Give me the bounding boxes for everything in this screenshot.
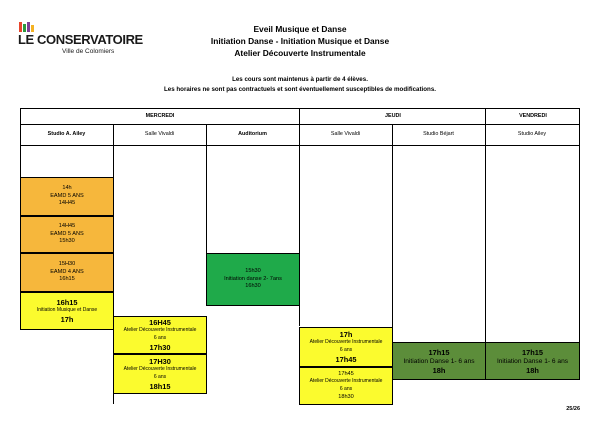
- title-line-3: Atelier Découverte Instrumentale: [234, 48, 366, 58]
- logo-wordmark: LE CONSERVATOIRE: [18, 32, 143, 47]
- block-end: 18h: [526, 365, 539, 375]
- title-line-1: Eveil Musique et Danse: [253, 24, 347, 34]
- day-header-wednesday: MERCREDI: [145, 113, 175, 119]
- note-schedule-disclaimer: Les horaires ne sont pas contractuels et sont éventuellement susceptibles de modifications.: [164, 86, 436, 93]
- block-course: Initiation danse 2- 7ans: [224, 275, 282, 282]
- block-end: 18h: [432, 365, 446, 375]
- course-block-initiation-danse-1-friday: [485, 342, 580, 380]
- block-end: 15h30: [59, 238, 75, 245]
- block-age: 6 ans: [153, 335, 167, 341]
- block-end: 16h15: [59, 276, 75, 283]
- block-start: 15h30: [245, 268, 261, 275]
- title-line-2: Initiation Danse - Initiation Musique et Danse: [210, 36, 390, 46]
- block-course: Initiation Danse 1- 6 ans: [496, 357, 569, 365]
- block-end: 17h30: [149, 342, 171, 352]
- block-end: 17h45: [335, 354, 357, 364]
- block-start: 17h15: [522, 347, 543, 357]
- course-block-eamd-5-14h45: [20, 216, 114, 253]
- room-header: Studio A. Ailey: [47, 131, 86, 137]
- course-block-adi-17h30: [113, 354, 207, 394]
- block-age: 6 ans: [153, 374, 167, 380]
- block-start: 14h: [62, 185, 72, 192]
- block-end: 18h15: [149, 381, 171, 391]
- course-block-adi-17h: [299, 327, 393, 367]
- block-course: Initiation Danse 1- 6 ans: [403, 357, 475, 365]
- block-start: 17h45: [338, 370, 354, 377]
- course-block-adi-17h45: [299, 367, 393, 405]
- block-end: 17h: [60, 314, 74, 324]
- block-start: 16H45: [149, 318, 171, 328]
- course-block-adi-16h45: [113, 316, 207, 354]
- block-course: EAMD 5 ANS: [50, 230, 84, 237]
- page-number: 25/26: [566, 406, 580, 412]
- block-end: 14H45: [58, 200, 76, 207]
- block-course: Atelier Découverte Instrumentale: [123, 327, 197, 334]
- room-header: Studio Ailey: [517, 131, 547, 137]
- room-header: Salle Vivaldi: [330, 131, 361, 137]
- block-end: 18h30: [338, 393, 354, 400]
- block-course: EAMD 4 ANS: [50, 268, 84, 275]
- block-course: Atelier Découverte Instrumentale: [123, 366, 197, 373]
- block-start: 17h15: [428, 347, 450, 357]
- logo-subtitle: Ville de Colomiers: [62, 48, 115, 55]
- course-block-initiation-musique-danse: [20, 292, 114, 330]
- block-course: EAMD 5 ANS: [50, 192, 84, 199]
- block-start: 17h: [339, 330, 353, 340]
- room-header: Salle Vivaldi: [144, 131, 175, 137]
- course-block-initiation-danse-1-thursday: [392, 342, 486, 380]
- block-start: 15H30: [58, 261, 76, 268]
- block-course: Atelier Découverte Instrumentale: [309, 378, 383, 385]
- room-header: Studio Béjart: [423, 131, 454, 137]
- block-start: 16h15: [56, 298, 78, 308]
- day-header-friday: VENDREDI: [519, 113, 547, 119]
- block-course: Initiation Musique et Danse: [36, 307, 98, 314]
- block-start: 14H45: [58, 223, 76, 230]
- course-block-eamd-4-15h30: [20, 253, 114, 292]
- block-age: 6 ans: [339, 386, 353, 392]
- block-start: 17H30: [149, 357, 171, 367]
- note-minimum-students: Les cours sont maintenus à partir de 4 élèves.: [232, 76, 368, 83]
- course-block-initiation-danse-2-7ans: [206, 253, 300, 306]
- block-course: Atelier Découverte Instrumentale: [309, 339, 383, 346]
- course-block-eamd-5-14h: [20, 177, 114, 216]
- block-age: 6 ans: [339, 347, 353, 353]
- block-end: 16h30: [245, 283, 261, 290]
- day-header-thursday: JEUDI: [385, 113, 401, 119]
- room-header: Auditorium: [238, 131, 267, 137]
